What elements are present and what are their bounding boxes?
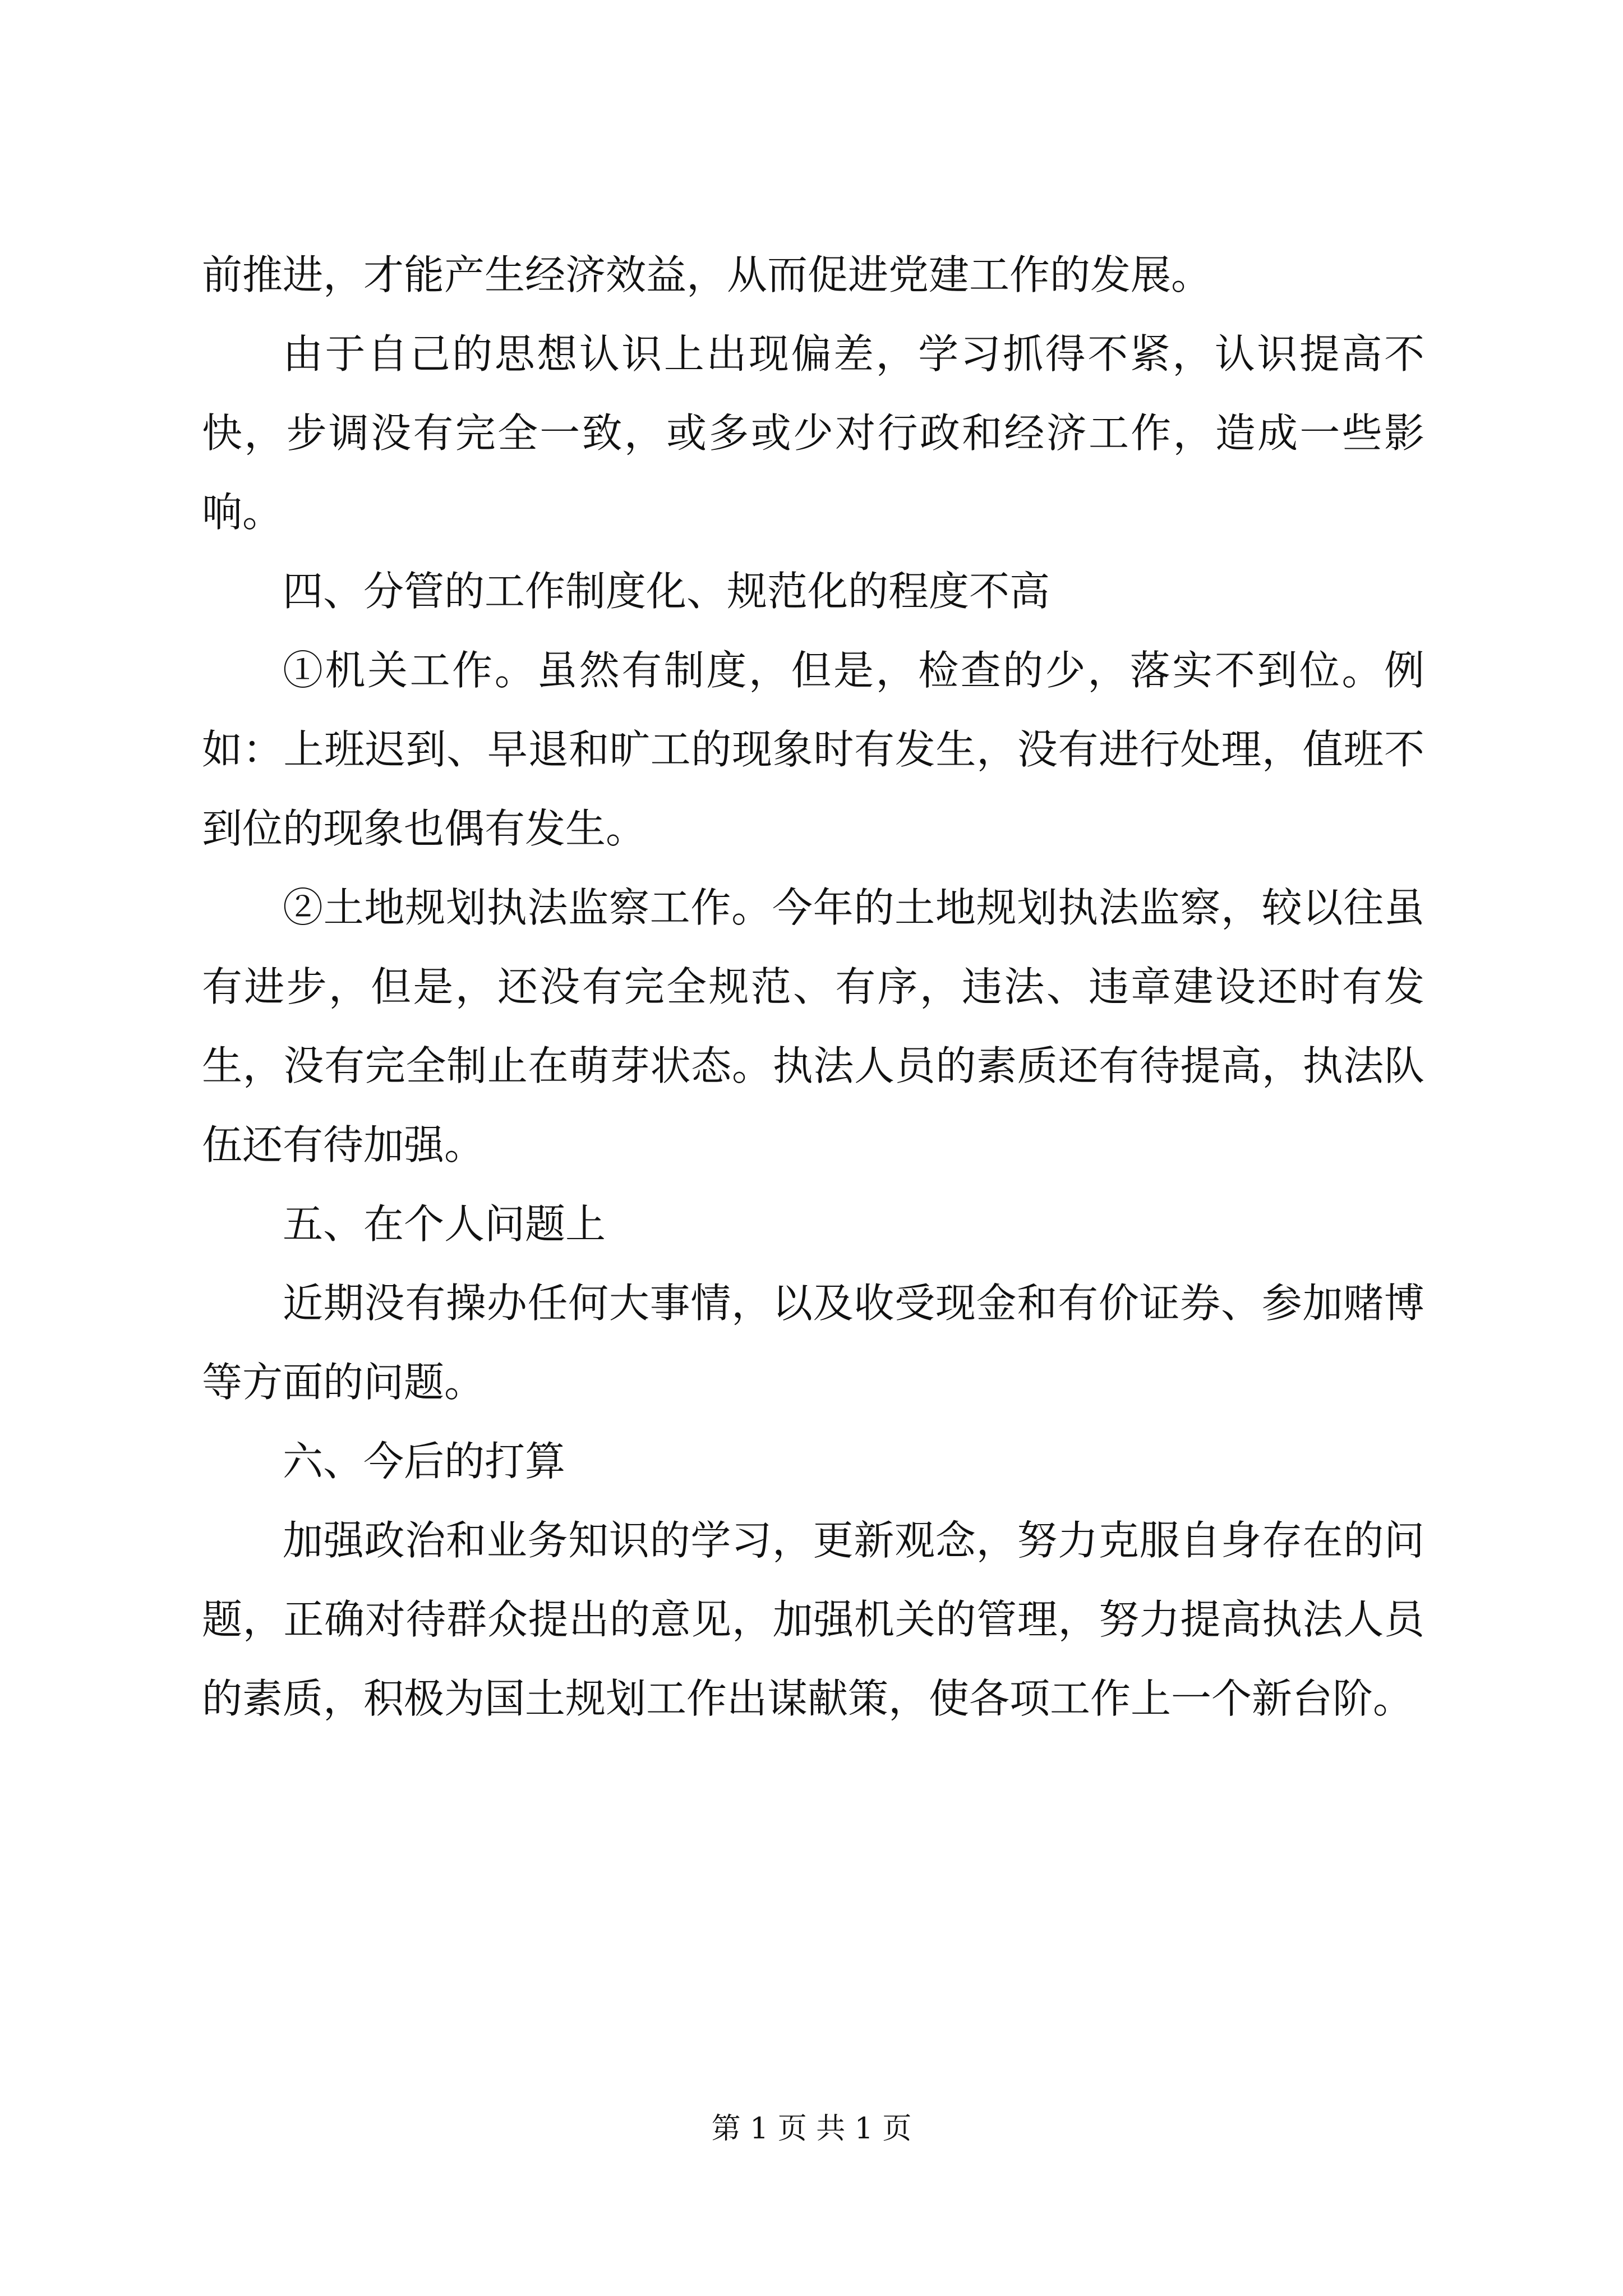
paragraph-land-supervision: ②土地规划执法监察工作。今年的土地规划执法监察，较以往虽有进步，但是，还没有完全规范、有序，违法、违章建设还时有发生，没有完全制止在萌芽状态。执法人员的素质还有待提高，执法队伍还有待加强。 [202,884,1424,1168]
section-heading-4: 四、分管的工作制度化、规范化的程度不高 [283,568,1050,615]
paragraph-2: 由于自己的思想认识上出现偏差，学习抓得不紧，认识提高不快，步调没有完全一致，或多或少对行政和经济工作，造成一些影响。 [202,330,1424,536]
paragraph-future-plans: 加强政治和业务知识的学习，更新观念，努力克服自身存在的问题，正确对待群众提出的意见，加强机关的管理，努力提高执法人员的素质，积极为国土规划工作出谋献策，使各项工作上一个新台阶。 [202,1517,1424,1722]
section-heading-6: 六、今后的打算 [283,1438,566,1485]
section-heading-5: 五、在个人问题上 [283,1200,606,1248]
paragraph-office-work: ①机关工作。虽然有制度，但是，检查的少，落实不到位。例如：上班迟到、早退和旷工的现象时有发生，没有进行处理，值班不到位的现象也偶有发生。 [202,647,1424,852]
paragraph-1: 前推进，才能产生经济效益，从而促进党建工作的发展。 [202,251,1212,298]
paragraph-personal-issues: 近期没有操办任何大事情，以及收受现金和有价证券、参加赌博等方面的问题。 [202,1280,1424,1406]
page-footer: 第 1 页 共 1 页 [711,2112,912,2146]
document-body [202,236,1424,1738]
